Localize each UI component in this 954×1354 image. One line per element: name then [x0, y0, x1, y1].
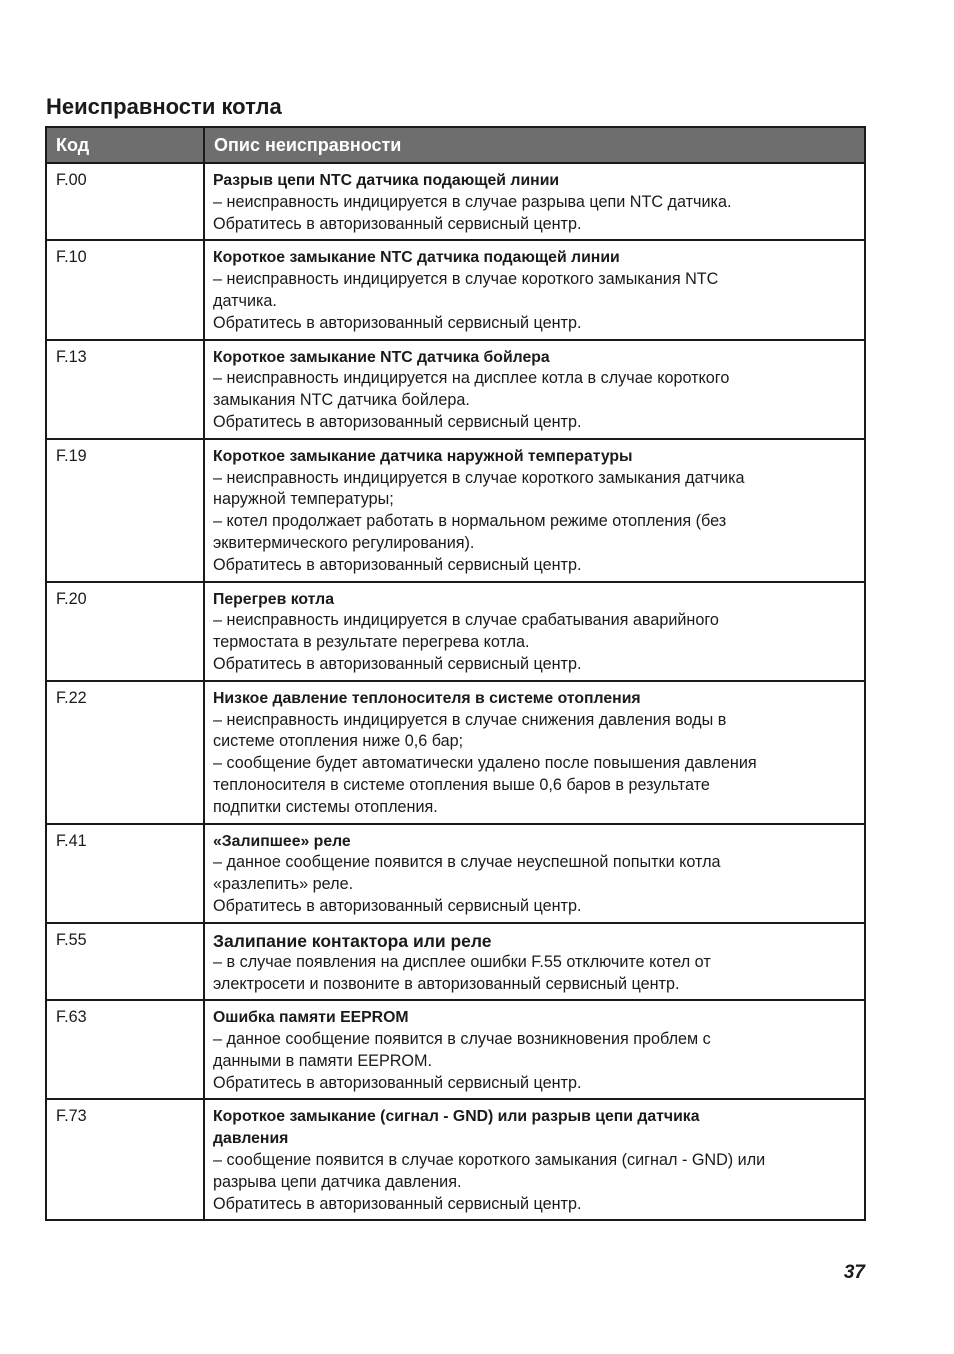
fault-title: Короткое замыкание (сигнал - GND) или разрыв цепи датчика давления [213, 1108, 700, 1148]
column-header-code: Код [46, 127, 204, 163]
fault-description [204, 1000, 865, 1099]
fault-code: F.19 [46, 439, 204, 582]
fault-title: Низкое давление теплоносителя в системе отопления [213, 689, 641, 707]
fault-title: Перегрев котла [213, 590, 334, 608]
fault-code: F.73 [46, 1099, 204, 1220]
table-row [46, 923, 865, 1001]
fault-description [204, 824, 865, 923]
fault-text: – неисправность индицируется в случае разрыва цепи NTC датчика. Обратитесь в авторизованный сервисный центр. [213, 192, 732, 233]
table-row [46, 1099, 865, 1220]
fault-code: F.63 [46, 1000, 204, 1099]
fault-description [204, 582, 865, 681]
fault-description [204, 439, 865, 582]
table-row [46, 340, 865, 439]
fault-title: «Залипшее» реле [213, 832, 351, 850]
page-title: Неисправности котла [46, 94, 282, 119]
fault-code: F.13 [46, 340, 204, 439]
table-row [46, 163, 865, 240]
table-row [46, 439, 865, 582]
fault-text: – данное сообщение появится в случае возникновения проблем с данными в памяти EEPROM. Обратитесь в авторизованный сервисный центр. [213, 1030, 711, 1092]
fault-text: – неисправность индицируется в случае короткого замыкания датчика наружной температуры; – котел продолжает работать в нормальном режиме отопления (без эквитермического регулирования). Обратитесь в авторизованный сервисный центр. [213, 468, 745, 574]
table-row [46, 824, 865, 923]
fault-text: – неисправность индицируется в случае короткого замыкания NTC датчика. Обратитесь в авторизованный сервисный центр. [213, 270, 719, 332]
table-row [46, 681, 865, 824]
fault-description [204, 163, 865, 240]
table-row [46, 240, 865, 339]
fault-code: F.10 [46, 240, 204, 339]
fault-code: F.41 [46, 824, 204, 923]
fault-code: F.20 [46, 582, 204, 681]
fault-text: – неисправность индицируется в случае срабатывания аварийного термостата в результате перегрева котла. Обратитесь в авторизованный сервисный центр. [213, 611, 719, 673]
fault-text: – в случае появления на дисплее ошибки F.55 отключите котел от электросети и позвоните в авторизованный сервисный центр. [213, 952, 711, 993]
fault-description [204, 340, 865, 439]
fault-title: Ошибка памяти EEPROM [213, 1009, 409, 1027]
fault-text: – данное сообщение появится в случае неуспешной попытки котла «разлепить» реле. Обратитесь в авторизованный сервисный центр. [213, 853, 721, 915]
fault-text: – неисправность индицируется в случае снижения давления воды в системе отопления ниже 0,6 бар; – сообщение будет автоматически удалено после повышения давления теплоносителя в системе отопления выше 0,6 баров в результате подпитки системы отопления. [213, 710, 757, 816]
fault-text: – неисправность индицируется на дисплее котла в случае короткого замыкания NTC датчика бойлера. Обратитесь в авторизованный сервисный центр. [213, 369, 730, 431]
fault-code: F.22 [46, 681, 204, 824]
fault-description [204, 240, 865, 339]
fault-title: Короткое замыкание NTC датчика бойлера [213, 348, 550, 366]
fault-code: F.55 [46, 923, 204, 1001]
fault-title: Короткое замыкание датчика наружной температуры [213, 447, 633, 465]
fault-description [204, 923, 865, 1001]
fault-description [204, 1099, 865, 1220]
fault-title: Разрыв цепи NTC датчика подающей линии [213, 172, 560, 189]
table-row [46, 1000, 865, 1099]
table-header-row [46, 127, 865, 163]
fault-title: Короткое замыкание NTC датчика подающей линии [213, 249, 620, 267]
fault-title: Залипание контактора или реле [213, 930, 492, 951]
fault-text: – сообщение появится в случае короткого замыкания (сигнал - GND) или разрыва цепи датчика давления. Обратитесь в авторизованный сервисный центр. [213, 1151, 766, 1213]
page-number: 37 [843, 1262, 865, 1283]
table-row [46, 582, 865, 681]
fault-table [45, 126, 866, 1221]
column-header-description: Опис неисправности [204, 127, 865, 163]
fault-code: F.00 [46, 163, 204, 240]
fault-description [204, 681, 865, 824]
